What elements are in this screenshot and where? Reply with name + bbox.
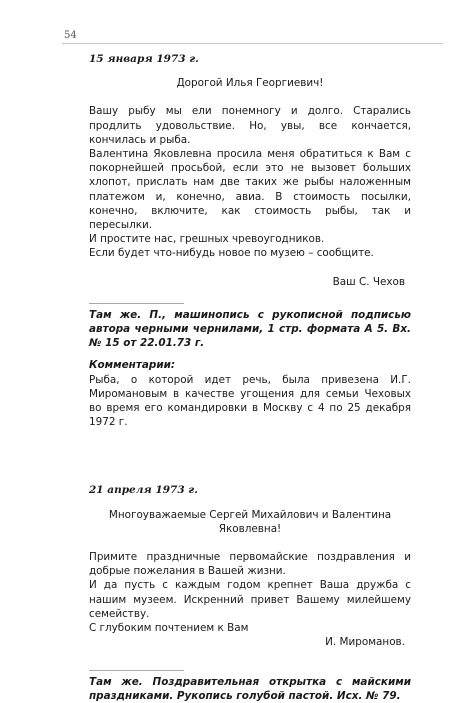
letter1-paragraph-1: Вашу рыбу мы ели понемногу и долго. Старались продлить удовольствие. Но, увы, все кончается, кончилась и рыба. [89, 105, 411, 146]
letter1-comment: Рыба, о которой идет речь, была привезена И.Г. Миромановым в качестве угощения для семьи Чеховых во время его командировки в Москву с 4 по 25 декабря 1972 г. [89, 373, 411, 429]
letter2-signature: И. Мироманов. [325, 636, 405, 649]
letter1-comment-heading: Комментарии: [89, 359, 176, 372]
letter1-source: Там же. П., машинопись с рукописной подписью автора черными чернилами, 1 стр. формата А 5. Вх. № 15 от 22.01.73 г. [89, 308, 411, 350]
letter2-date: 21 апреля 1973 г. [89, 484, 198, 497]
letter2-greeting: Многоуважаемые Сергей Михайлович и Валентина Яковлевна! [108, 508, 392, 535]
letter1-signature: Ваш С. Чехов [332, 275, 405, 288]
letter1-paragraph-3: И простите нас, грешных чревоугодников. [89, 233, 325, 246]
letter2-paragraph-3: С глубоким почтением к Вам [89, 622, 249, 635]
page-number: 54 [64, 30, 77, 41]
letter1-greeting: Дорогой Илья Георгиевич! [176, 77, 324, 90]
letter2-source: Там же. Поздравительная открытка с майскими праздниками. Рукопись голубой пастой. Исх. № 79. [89, 675, 411, 702]
header-rule [62, 43, 443, 44]
letter1-date: 15 января 1973 г. [89, 53, 199, 65]
letter1-paragraph-4: Если будет что-нибудь новое по музею – сообщите. [89, 247, 374, 260]
letter2-paragraph-1: Примите праздничные первомайские поздравления и добрые пожелания в Вашей жизни. [89, 551, 411, 578]
letter2-paragraph-2: И да пусть с каждым годом крепнет Ваша дружба с нашим музеем. Искренний привет Вашему милейшему семейству. [89, 579, 411, 620]
page-content [89, 52, 411, 703]
letter1-paragraph-2: Валентина Яковлевна просила меня обратиться к Вам с покорнейшей просьбой, если это не вызовет больших хлопот, прислать нам две таких же рыбы наложенным платежом и, конечно, авиа. В стоимость посылки, конечно, включите, как стоимость рыбы, так и пересылки. [89, 148, 411, 232]
